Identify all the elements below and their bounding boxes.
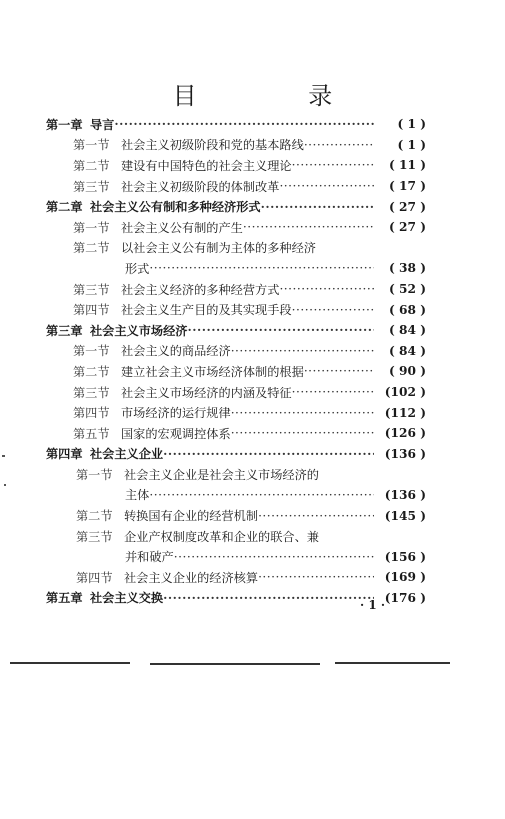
- toc-page-ref: ( 90 ): [389, 364, 426, 379]
- toc-label: 第一章: [46, 117, 83, 132]
- toc-leader-dots: [279, 179, 374, 193]
- toc-section-row: [46, 546, 426, 567]
- toc-section-row: [46, 135, 426, 156]
- table-of-contents: [46, 114, 426, 608]
- toc-page-ref: ( 1 ): [397, 137, 426, 152]
- toc-leader-dots: [292, 158, 374, 172]
- margin-mark: [4, 484, 6, 486]
- toc-leader-dots: [292, 385, 374, 399]
- toc-title: 企业产权制度改革和企业的联合、兼: [124, 529, 319, 544]
- toc-page-ref: ( 84 ): [389, 323, 426, 338]
- toc-section-row: [46, 238, 426, 259]
- toc-leader-dots: [188, 323, 375, 337]
- toc-page-ref: (176 ): [384, 590, 426, 605]
- toc-page-ref: (136 ): [384, 487, 426, 502]
- toc-page-ref: (126 ): [384, 426, 426, 441]
- toc-title: 转换国有企业的经营机制: [124, 509, 259, 524]
- toc-page-ref: ( 84 ): [389, 343, 426, 358]
- toc-leader-dots: [231, 344, 374, 358]
- toc-title: 社会主义的商品经济: [121, 344, 231, 359]
- toc-title: 形式: [125, 261, 150, 276]
- toc-section-row: [46, 217, 426, 238]
- toc-chapter-row: [46, 444, 426, 465]
- toc-leader-dots: [231, 406, 374, 420]
- toc-leader-dots: [261, 200, 374, 214]
- toc-title: 社会主义市场经济: [90, 323, 188, 338]
- toc-title: 社会主义公有制和多种经济形式: [90, 200, 261, 215]
- toc-page-ref: (102 ): [384, 385, 426, 400]
- toc-leader-dots: [114, 117, 374, 131]
- toc-page-ref: (145 ): [384, 508, 426, 523]
- toc-label: 第一节: [73, 220, 110, 235]
- toc-page-ref: (112 ): [384, 405, 426, 420]
- toc-label: 第二节: [73, 241, 110, 256]
- toc-title: 社会主义企业的经济核算: [124, 570, 259, 585]
- toc-label: 第三章: [46, 323, 83, 338]
- toc-label: 第一节: [76, 467, 113, 482]
- toc-page-ref: (156 ): [384, 549, 426, 564]
- toc-label: 第四节: [73, 406, 110, 421]
- toc-label: 第二节: [73, 158, 110, 173]
- toc-title: 国家的宏观调控体系: [121, 426, 231, 441]
- toc-page-ref: ( 27 ): [389, 199, 426, 214]
- toc-leader-dots: [258, 570, 374, 584]
- toc-page-ref: ( 1 ): [397, 117, 426, 132]
- toc-leader-dots: [258, 509, 374, 523]
- toc-section-row: [46, 361, 426, 382]
- toc-label: 第三节: [73, 179, 110, 194]
- toc-label: 第四节: [76, 570, 113, 585]
- toc-chapter-row: [46, 196, 426, 217]
- toc-section-row: [46, 299, 426, 320]
- toc-label: 第二节: [76, 509, 113, 524]
- toc-leader-dots: [304, 364, 374, 378]
- toc-label: 第五章: [46, 591, 83, 606]
- toc-title: 社会主义经济的多种经营方式: [121, 282, 280, 297]
- toc-page-ref: ( 27 ): [389, 220, 426, 235]
- toc-label: 第一节: [73, 344, 110, 359]
- toc-section-row: [46, 485, 426, 506]
- bottom-rule-middle: [150, 663, 320, 665]
- toc-title: 社会主义初级阶段的体制改革: [121, 179, 280, 194]
- toc-label: 第三节: [76, 529, 113, 544]
- page-number: · 1 ·: [360, 598, 386, 612]
- toc-title: 建设有中国特色的社会主义理论: [121, 158, 292, 173]
- toc-section-row: [46, 464, 426, 485]
- toc-page-ref: ( 11 ): [389, 158, 426, 173]
- page-title: 目 录: [172, 82, 385, 110]
- toc-label: 第三节: [73, 282, 110, 297]
- toc-label: 第四章: [46, 447, 83, 462]
- toc-leader-dots: [304, 138, 374, 152]
- toc-page-ref: ( 52 ): [389, 282, 426, 297]
- toc-title: 社会主义初级阶段和党的基本路线: [121, 138, 304, 153]
- toc-page-ref: ( 68 ): [389, 302, 426, 317]
- toc-label: 第二章: [46, 200, 83, 215]
- toc-leader-dots: [292, 303, 374, 317]
- toc-page-ref: ( 38 ): [389, 261, 426, 276]
- toc-section-row: [46, 505, 426, 526]
- toc-section-row: [46, 258, 426, 279]
- toc-label: 第三节: [73, 385, 110, 400]
- toc-title: 主体: [125, 488, 150, 503]
- bottom-rule-left: [10, 662, 130, 664]
- toc-section-row: [46, 155, 426, 176]
- toc-leader-dots: [149, 488, 374, 502]
- toc-chapter-row: [46, 320, 426, 341]
- toc-title: 社会主义企业: [90, 447, 164, 462]
- toc-title: 社会主义交换: [90, 591, 164, 606]
- toc-label: 第五节: [73, 426, 110, 441]
- toc-chapter-row: [46, 114, 426, 135]
- toc-title: 并和破产: [125, 550, 174, 565]
- toc-leader-dots: [279, 282, 374, 296]
- toc-title: 建立社会主义市场经济体制的根据: [121, 364, 304, 379]
- toc-label: 第二节: [73, 364, 110, 379]
- toc-leader-dots: [243, 220, 374, 234]
- toc-page-ref: (169 ): [384, 570, 426, 585]
- toc-section-row: [46, 279, 426, 300]
- toc-title: 以社会主义公有制为主体的多种经济: [121, 241, 316, 256]
- bottom-rule-right: [335, 662, 450, 664]
- toc-section-row: [46, 176, 426, 197]
- toc-title: 社会主义公有制的产生: [121, 220, 243, 235]
- toc-section-row: [46, 423, 426, 444]
- toc-title: 市场经济的运行规律: [121, 406, 231, 421]
- toc-section-row: [46, 526, 426, 547]
- toc-title: 导言: [90, 117, 115, 132]
- toc-section-row: [46, 382, 426, 403]
- margin-mark: [2, 455, 5, 457]
- toc-leader-dots: [163, 591, 374, 605]
- toc-title: 社会主义企业是社会主义市场经济的: [124, 467, 319, 482]
- toc-page-ref: ( 17 ): [389, 179, 426, 194]
- toc-title: 社会主义市场经济的内涵及特征: [121, 385, 292, 400]
- toc-leader-dots: [163, 447, 374, 461]
- toc-section-row: [46, 567, 426, 588]
- toc-label: 第一节: [73, 138, 110, 153]
- toc-leader-dots: [174, 550, 374, 564]
- toc-label: 第四节: [73, 303, 110, 318]
- toc-page-ref: (136 ): [384, 446, 426, 461]
- toc-title: 社会主义生产目的及其实现手段: [121, 303, 292, 318]
- toc-leader-dots: [231, 426, 374, 440]
- toc-leader-dots: [149, 261, 374, 275]
- toc-section-row: [46, 341, 426, 362]
- toc-section-row: [46, 402, 426, 423]
